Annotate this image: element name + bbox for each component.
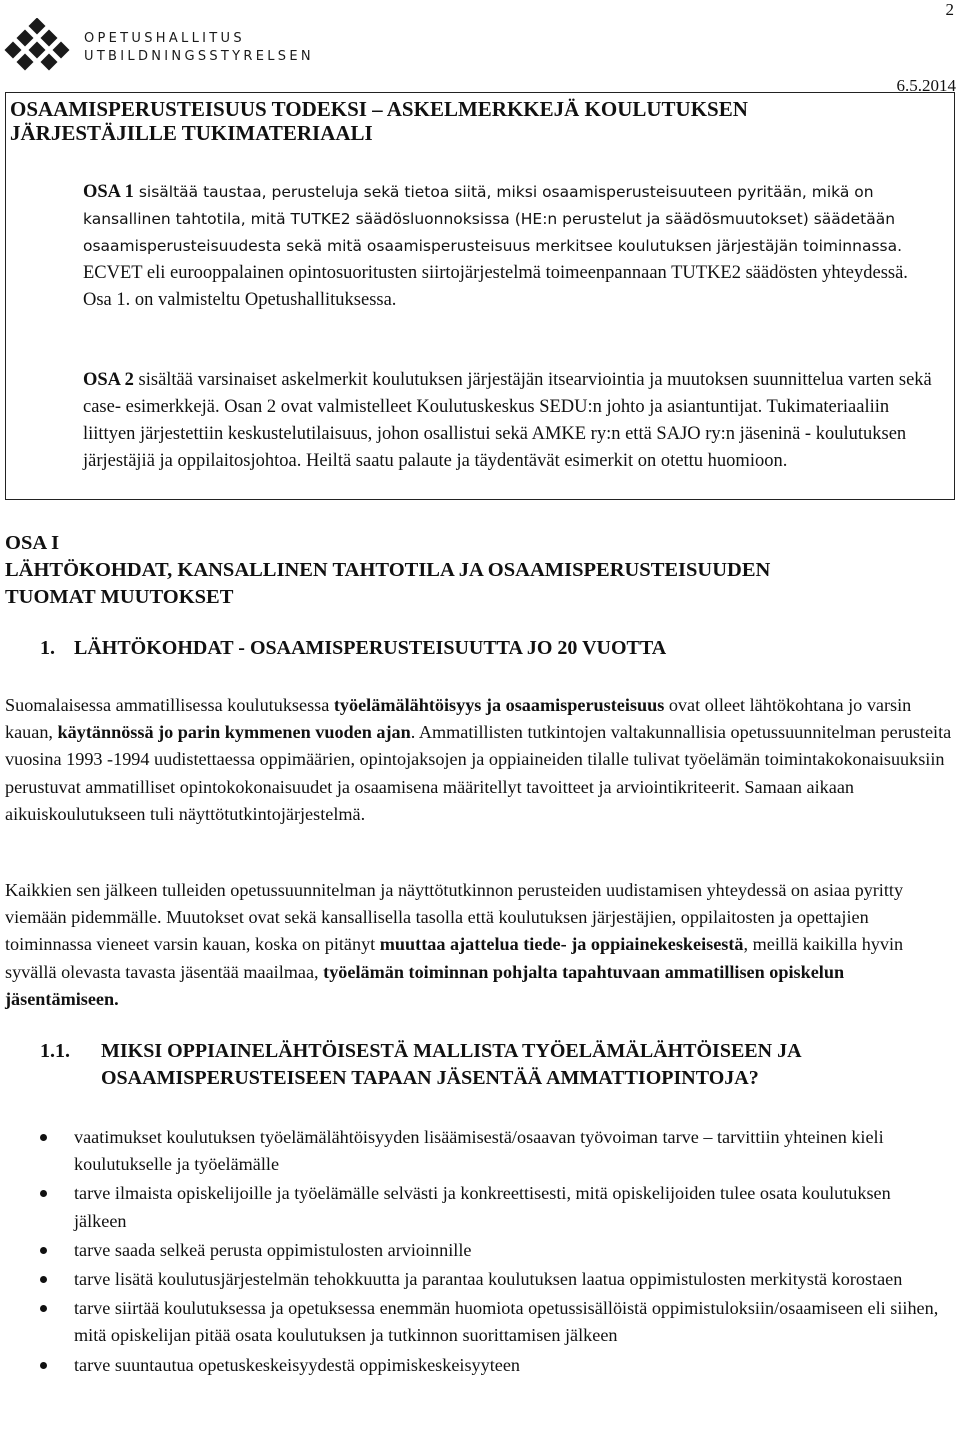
osa1-text-serif: ECVET eli eurooppalainen opintosuoritusten siirtojärjestelmä toimeenpannaan TUTKE2 säädösten yhteydessä. <box>83 263 908 283</box>
list-item-text: tarve saada selkeä perusta oppimistulosten arvioinnille <box>74 1239 472 1260</box>
paragraph-1 <box>5 692 955 828</box>
logo-line-2: UTBILDNINGSSTYRELSEN <box>84 49 314 64</box>
title-line-1: OSAAMISPERUSTEISUUS TODEKSI – ASKELMERKKEJÄ KOULUTUKSEN <box>10 97 748 121</box>
heading-2 <box>40 1038 941 1092</box>
section-line-3: TUOMAT MUUTOKSET <box>5 586 234 608</box>
title-line-2: JÄRJESTÄJILLE TUKIMATERIAALI <box>10 121 373 145</box>
list-item <box>40 1237 940 1264</box>
list-item-text: tarve siirtää koulutuksessa ja opetuksessa enemmän huomiota opetussisällöistä oppimistuloksiin/osaamiseen eli siihen, mitä opiskelijan pitää osata koulutuksen ja tutkinnon suorittamisen jälkeen <box>74 1298 939 1346</box>
section-heading <box>5 530 770 611</box>
heading-1-number: 1. <box>40 637 55 659</box>
p1-bold-d: käytännössä jo parin kymmenen vuoden ajan <box>57 722 411 743</box>
bullet-icon <box>40 1305 47 1312</box>
osa1-description <box>83 179 943 314</box>
bullet-icon <box>40 1247 47 1254</box>
section-line-2: LÄHTÖKOHDAT, KANSALLINEN TAHTOTILA JA OSAAMISPERUSTEISUUDEN <box>5 559 771 581</box>
osa2-label: OSA 2 <box>83 370 134 390</box>
bullet-icon <box>40 1134 47 1141</box>
osa1-label: OSA 1 <box>83 182 134 202</box>
opetushallitus-logo <box>4 18 314 78</box>
heading-1-text: LÄHTÖKOHDAT - OSAAMISPERUSTEISUUTTA JO 20 VUOTTA <box>74 637 667 659</box>
p1-bold-b: työelämälähtöisyys ja osaamisperusteisuus <box>333 695 665 715</box>
logo-line-1: OPETUSHALLITUS <box>84 31 245 46</box>
p2-text-a: Kaikkien sen jälkeen tulleiden opetussuunnitelman ja näyttötutkinnon perusteiden uudistamisen yhteydessä on asiaa pyritty viemään pidemmälle. Muutokset ovat sekä kansallisella tasolla että koulutuksen järjestäjien, oppilaitosten ja opettajien toiminnassa vieneet varsin kauan, koska on pitänyt <box>5 880 904 955</box>
heading-2-text: MIKSI OPPIAINELÄHTÖISESTÄ MALLISTA TYÖELÄMÄLÄHTÖISEEN JA OSAAMISPERUSTEISEEN TAPAAN JÄSENTÄÄ AMMATTIOPINTOJA? <box>101 1040 801 1089</box>
heading-2-number: 1.1. <box>40 1040 70 1062</box>
list-item-text: tarve suuntautua opetuskeskeisyydestä oppimiskeskeisyyteen <box>74 1354 521 1375</box>
list-item <box>40 1352 940 1379</box>
list-item <box>40 1180 940 1234</box>
p1-text-a: Suomalaisessa ammatillisessa koulutuksessa <box>5 695 334 715</box>
section-line-1: OSA I <box>5 532 60 554</box>
p2-text-c: , meillä kaikilla hyvin syvällä olevasta tavasta jäsentää maailmaa, <box>5 934 904 982</box>
bullet-icon <box>40 1276 47 1283</box>
reasons-list <box>40 1124 940 1381</box>
paragraph-2 <box>5 877 955 1013</box>
list-item-text: tarve lisätä koulutusjärjestelmän tehokkuutta ja parantaa koulutuksen laatua oppimistulosten merkitystä korostaen <box>74 1269 903 1290</box>
list-item <box>40 1295 940 1349</box>
bullet-icon <box>40 1362 47 1369</box>
osa2-description <box>83 367 943 475</box>
list-item-text: tarve ilmaista opiskelijoille ja työelämälle selvästi ja konkreettisesti, mitä opiskelijoiden tulee osata koulutuksen jälkeen <box>74 1183 891 1231</box>
heading-1 <box>40 637 666 660</box>
bullet-icon <box>40 1190 47 1197</box>
osa1-last-line: Osa 1. on valmisteltu Opetushallituksessa. <box>83 290 397 310</box>
osa1-text-sans: sisältää taustaa, perusteluja sekä tietoa siitä, miksi osaamisperusteisuuteen pyritään, mikä on kansallinen tahtotila, mitä TUTKE2 säädösluonnoksissa (HE:n perustelut ja säädösmuutokset) säädetään osaamisperusteisuudesta sekä mitä osaamisperusteisuus merkitsee koulutuksen järjestäjän toiminnassa. <box>83 183 903 255</box>
page-number: 2 <box>945 0 954 19</box>
list-item-text: vaatimukset koulutuksen työelämälähtöisyyden lisäämisestä/osaavan työvoiman tarve – tarvittiin yhteinen kieli koulutukselle ja työelämälle <box>74 1127 884 1175</box>
p1-text-c: ovat olleet lähtökohtana jo varsin kauan, <box>5 695 912 743</box>
osa2-text-b: Osan 2 ovat valmistelleet Koulutuskeskus SEDU:n johto ja asiantuntijat. Tukimateriaaliin liittyen järjestettiin keskustelutilaisuus, johon osallistui sekä AMKE ry:n että SAJO ry:n jäseninä - koulutuksen järjestäjiä ja oppilaitosjohtoa. Heiltä saatu palaute ja täydentävät esimerkit on otettu huomioon. <box>83 397 907 471</box>
p1-text-e: . Ammatillisten tutkintojen valtakunnallisia opetussuunnitelman perusteita vuosina 1993 -1994 uudistettaessa oppimäärien, opintojaksojen ja oppiaineiden tilalle tulivat työelämän toimintakokonaisuuksiin perustuvat ammatilliset opintokokonaisuudet ja osaamisena määritellyt tavoitteet ja arviointikriteerit. Samaan aikaan aikuiskoulutukseen tuli näyttötutkintojärjestelmä. <box>5 722 952 824</box>
document-date: 6.5.2014 <box>896 76 956 95</box>
document-title <box>10 97 748 145</box>
p2-bold-d: työelämän toiminnan pohjalta tapahtuvaan ammatillisen opiskelun jäsentämiseen. <box>5 961 845 1009</box>
list-item <box>40 1124 940 1178</box>
osa2-text-a: sisältää varsinaiset askelmerkit koulutuksen järjestäjän itsearviointia ja muutoksen suunnittelua varten sekä case- esimerkkejä. <box>83 370 932 417</box>
diamond-logo-icon <box>4 18 70 78</box>
p2-bold-b: muuttaa ajattelua tiede- ja oppiainekeskeisestä <box>379 934 744 955</box>
list-item <box>40 1266 940 1293</box>
summary-box <box>5 92 955 500</box>
